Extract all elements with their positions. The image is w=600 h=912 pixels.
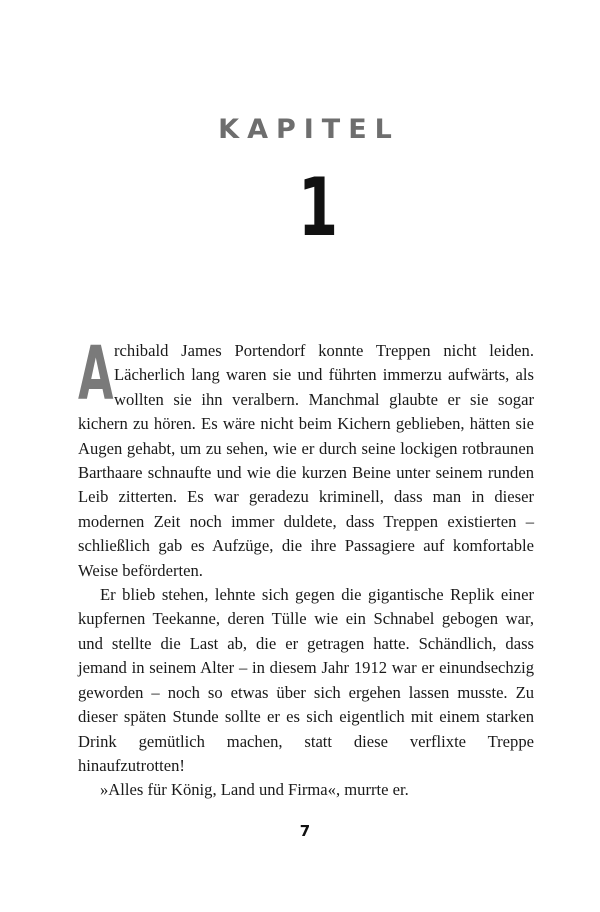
paragraph-1 bbox=[78, 331, 534, 583]
paragraph-3: »Alles für König, Land und Firma«, murrte er. bbox=[100, 780, 409, 800]
paragraph-2: Er blieb stehen, lehnte sich gegen die gigantische Replik einer kupfernen Teekanne, deren Tülle wie ein Schnabel gebogen war, und stellte die Last ab, die er getragen hatte. Schändlich, dass jemand in seinem Alter – in diesem Jahr 1912 war er einundsechzig geworden – noch so etwas über sich ergehen lassen musste. Zu dieser späten Stunde sollte er es sich eigentlich mit einem starken Drink gemütlich machen, statt diese verflixte Treppe hinaufzutrotten! bbox=[78, 585, 534, 775]
chapter-number: 1 bbox=[297, 161, 339, 254]
paragraph-1-text: rchibald James Portendorf konnte Treppen nicht leiden. Lächerlich lang waren sie und führten immerzu aufwärts, als wollten sie ihn veralbern. Manchmal glaubte er sie sogar kichern zu hören. Es wäre nicht beim Kichern geblieben, hätten sie Augen gehabt, um zu sehen, wie er durch seine lockigen rotbraunen Barthaare schnaufte und wie die kurzen Beine unter seinem runden Leib zitterten. Es war geradezu kriminell, dass man in dieser modernen Zeit noch immer duldete, dass Treppen existierten – schließlich gab es Aufzüge, die ihre Passagiere auf komfortable Weise beförderten. bbox=[78, 341, 534, 580]
page-number: 7 bbox=[299, 822, 311, 840]
chapter-label: KAPITEL bbox=[218, 114, 400, 145]
chapter-body bbox=[78, 331, 534, 803]
drop-cap: A bbox=[78, 331, 114, 417]
